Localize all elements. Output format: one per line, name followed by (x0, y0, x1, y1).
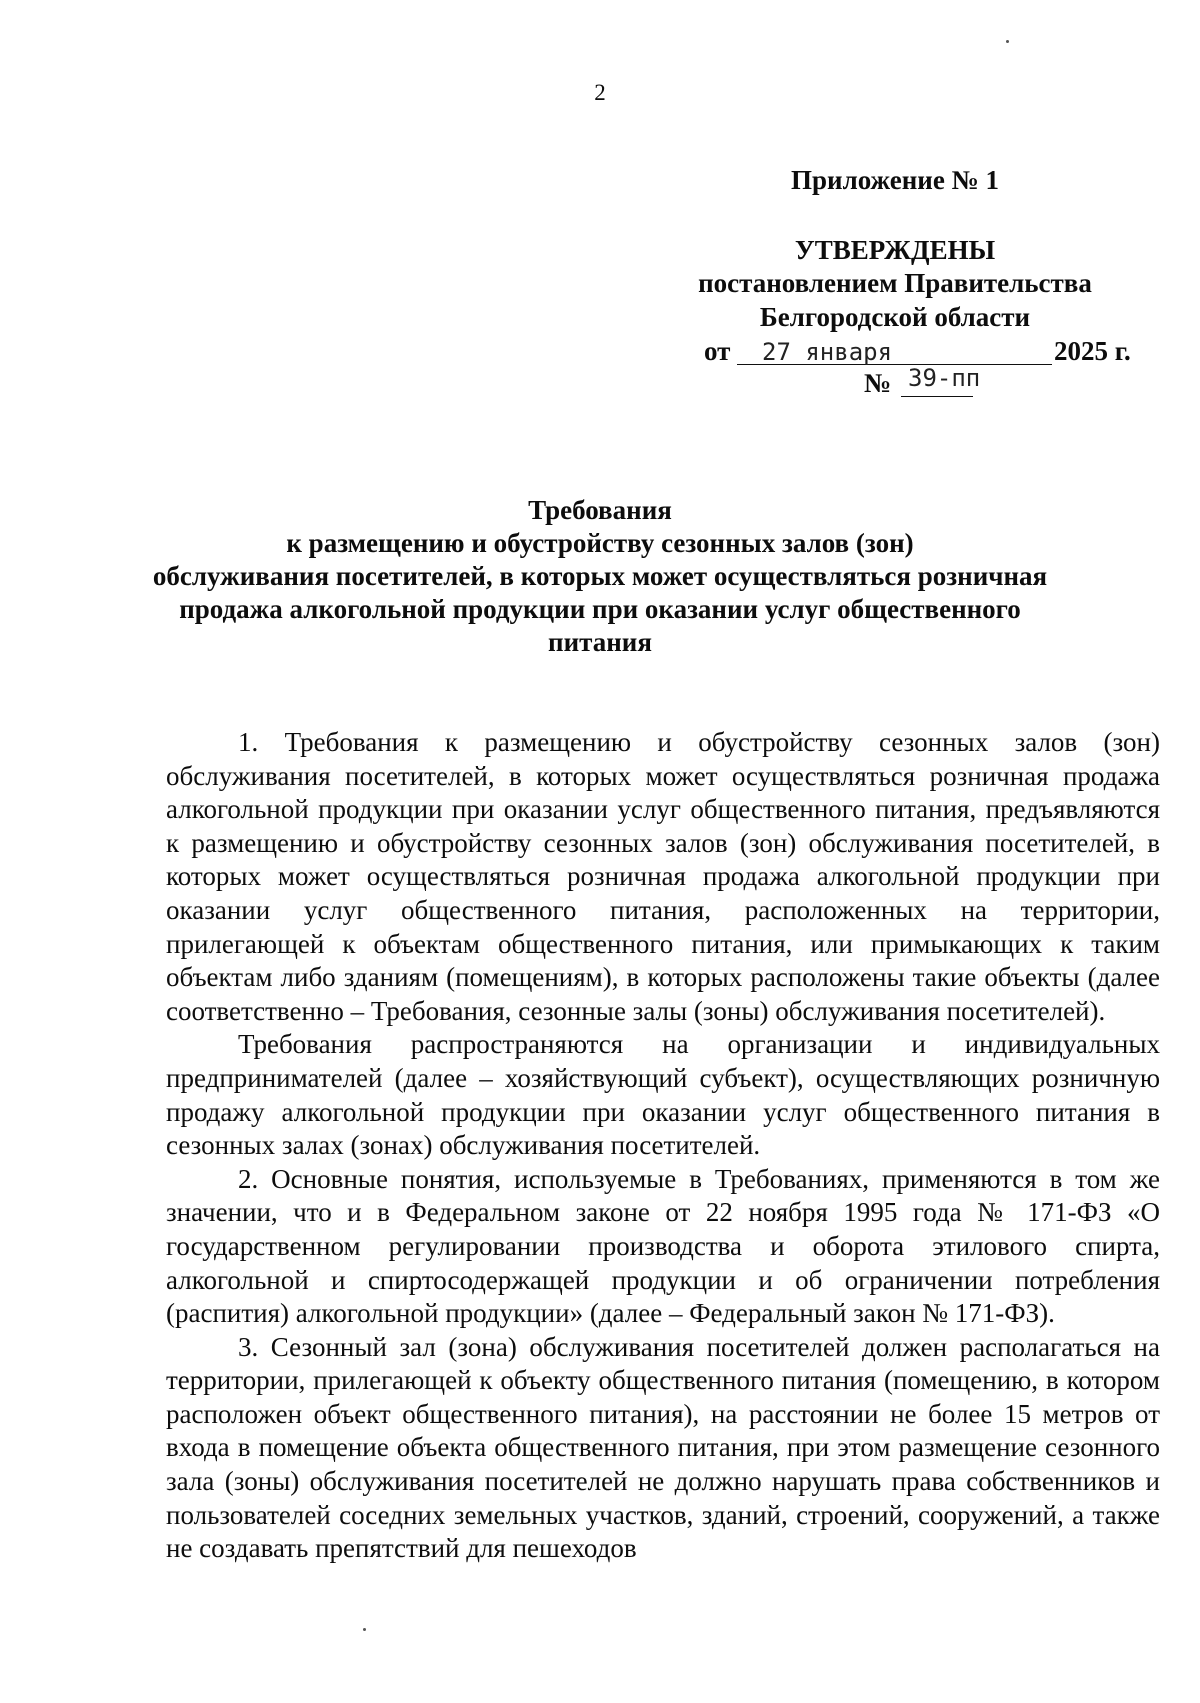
title-line: питания (548, 627, 652, 657)
resolution-line: постановлением Правительства (698, 268, 1092, 298)
appendix-label: Приложение № 1 (791, 165, 999, 195)
title-line: Требования (528, 495, 672, 525)
number-prefix: № (864, 368, 892, 398)
paragraph-3: 2. Основные понятия, используемые в Требованиях, применяются в том же значении, что и в Федеральном законе от 22 ноября 1995 года № 171-ФЗ «О государственном регулировании производства и оборота этилового спирта, алкогольной и спиртосодержащей продукции и об ограничении потребления (распития) алкогольной продукции» (далее – Федеральный закон № 171-ФЗ). (166, 1163, 1160, 1329)
approved-heading: УТВЕРЖДЕНЫ (794, 235, 996, 265)
scan-speck (1006, 40, 1009, 43)
paragraph-2: Требования распространяются на организации и индивидуальных предпринимателей (далее – хозяйствующий субъект), осуществляющих розничную продажу алкогольной продукции при оказании услуг общественного питания в сезонных залах (зонах) обслуживания посетителей. (166, 1029, 1160, 1161)
title-line: обслуживания посетителей, в которых может осуществляться розничная (152, 561, 1048, 591)
paragraph-4: 3. Сезонный зал (зона) обслуживания посетителей должен располагаться на территории, прилегающей к объекту общественного питания (помещению, в котором расположен объект общественного питания), на расстоянии не более 15 метров от входа в помещение объекта общественного питания, при этом размещение сезонного зала (зоны) обслуживания посетителей не должно нарушать права собственников и пользователей соседних земельных участков, зданий, строений, сооружений, а также не создавать препятствий для пешеходов (166, 1331, 1160, 1564)
scan-speck (363, 1628, 366, 1631)
date-prefix: от (704, 336, 731, 366)
document-body (166, 726, 1160, 1566)
title-line: продажа алкогольной продукции при оказании услуг общественного (179, 594, 1021, 624)
approval-number-row (864, 364, 1064, 402)
paragraph-1: 1. Требования к размещению и обустройству сезонных залов (зон) обслуживания посетителей, в которых может осуществляться розничная продажа алкогольной продукции при оказании услуг общественного питания, предъявляются к размещению и обустройству сезонных залов (зон) обслуживания посетителей, в которых может осуществляться розничная продажа алкогольной продукции при оказании услуг общественного питания, расположенных на территории, прилегающей к объектам общественного питания, или примыкающих к таким объектам либо зданиям (помещениям), в которых расположены такие объекты (далее соответственно – Требования, сезонные залы (зоны) обслуживания посетителей). (166, 727, 1160, 1026)
number-underline (901, 396, 973, 397)
region-line: Белгородской области (759, 302, 1031, 332)
year-suffix: 2025 г. (1054, 336, 1131, 366)
document-title (100, 494, 1100, 659)
handwritten-number: 39-пп (908, 364, 981, 392)
title-line: к размещению и обустройству сезонных залов (зон) (286, 528, 914, 558)
handwritten-date: 27 января (762, 338, 893, 366)
page-number: 2 (594, 80, 606, 105)
